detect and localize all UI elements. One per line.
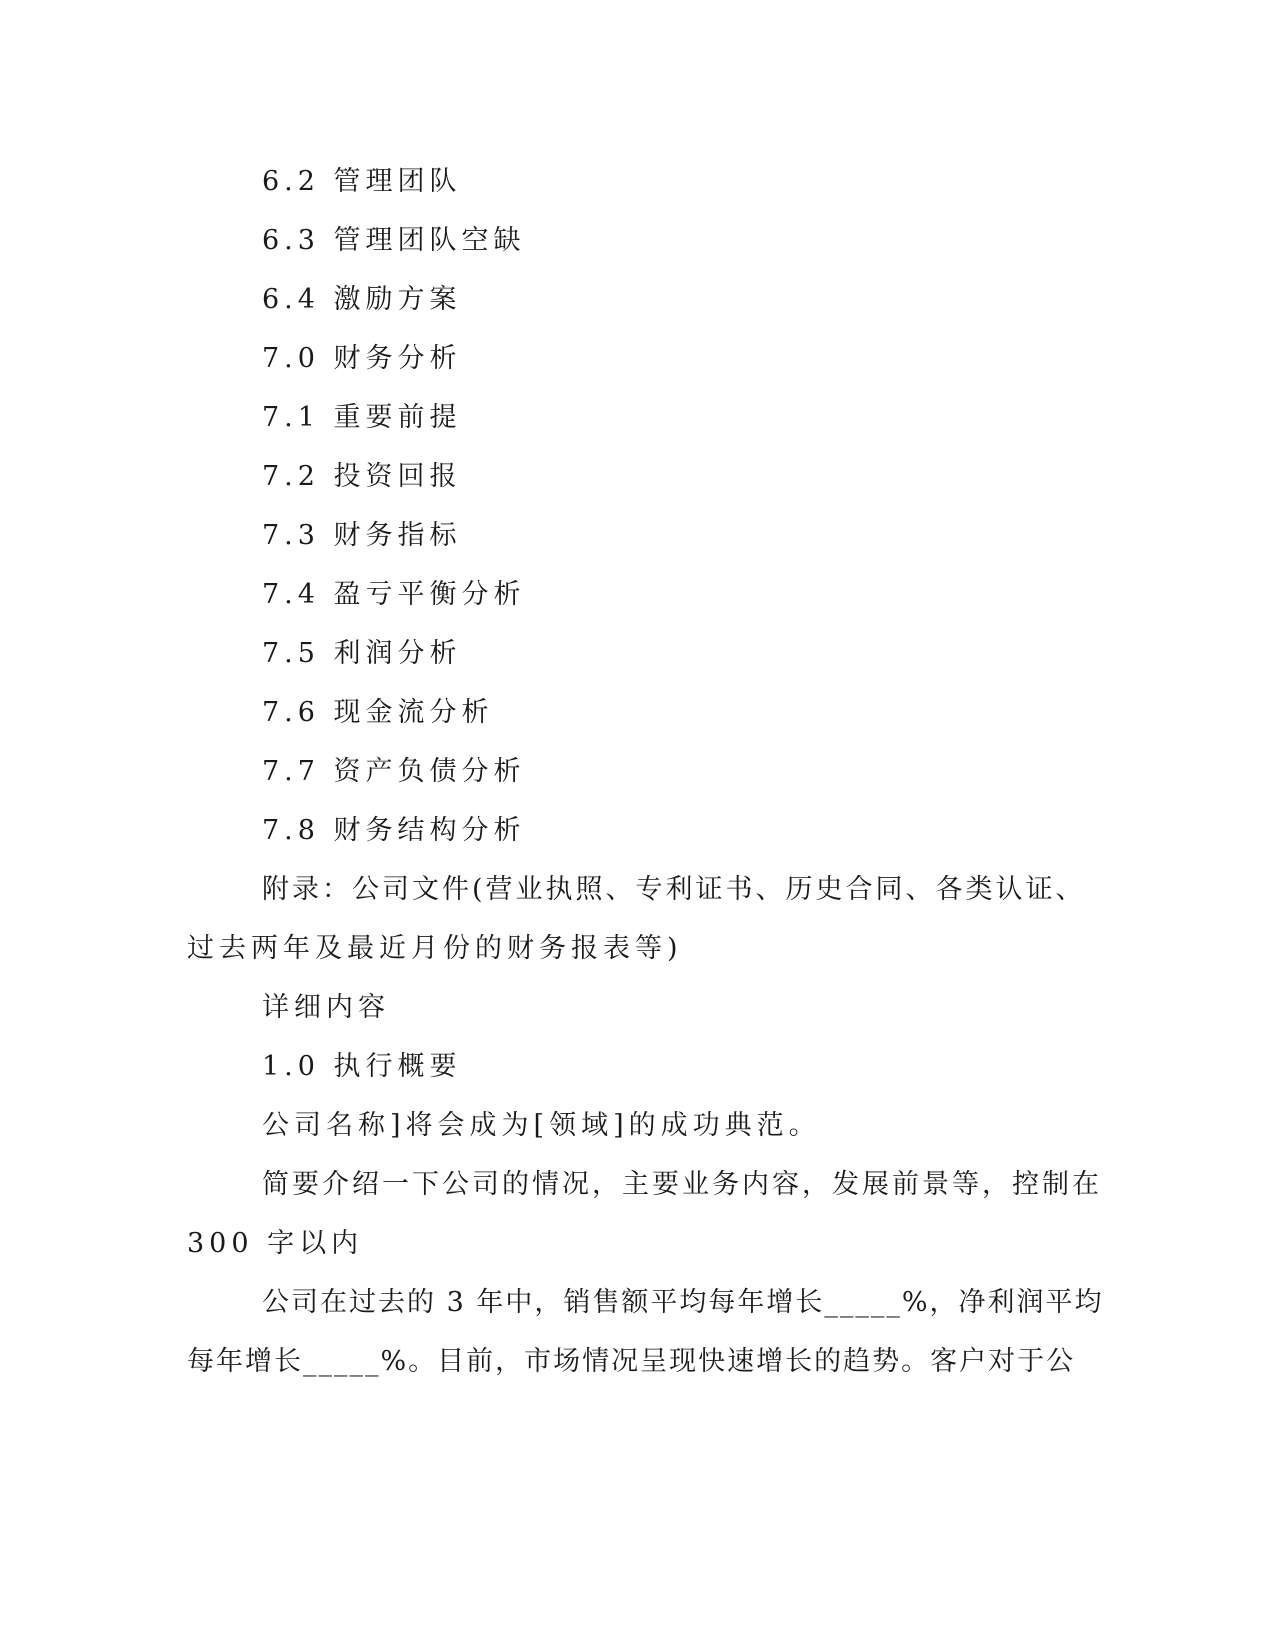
paragraph-2-line-1: 简要介绍一下公司的情况，主要业务内容，发展前景等，控制在 bbox=[262, 1169, 1102, 1200]
paragraph-2-line-2: 300 字以内 bbox=[187, 1228, 364, 1259]
toc-item-7-0: 7.0 财务分析 bbox=[262, 343, 462, 374]
toc-item-7-8: 7.8 财务结构分析 bbox=[262, 815, 526, 846]
section-title: 1.0 执行概要 bbox=[262, 1051, 462, 1082]
appendix-line-1: 附录：公司文件(营业执照、专利证书、历史合同、各类认证、 bbox=[262, 874, 1086, 905]
toc-item-7-2: 7.2 投资回报 bbox=[262, 461, 462, 492]
toc-item-6-4: 6.4 激励方案 bbox=[262, 284, 462, 315]
paragraph-3-line-2: 每年增长_____%。目前，市场情况呈现快速增长的趋势。客户对于公 bbox=[187, 1346, 1076, 1377]
toc-item-7-3: 7.3 财务指标 bbox=[262, 520, 462, 551]
toc-item-6-2: 6.2 管理团队 bbox=[262, 166, 462, 197]
toc-item-7-7: 7.7 资产负债分析 bbox=[262, 756, 526, 787]
toc-item-6-3: 6.3 管理团队空缺 bbox=[262, 225, 526, 256]
appendix-line-2: 过去两年及最近月份的财务报表等) bbox=[187, 933, 683, 964]
paragraph-3-line-1: 公司在过去的 3 年中，销售额平均每年增长_____%，净利润平均 bbox=[262, 1287, 1104, 1318]
details-heading: 详细内容 bbox=[262, 992, 390, 1023]
toc-item-7-6: 7.6 现金流分析 bbox=[262, 697, 494, 728]
toc-item-7-1: 7.1 重要前提 bbox=[262, 402, 462, 433]
toc-item-7-5: 7.5 利润分析 bbox=[262, 638, 462, 669]
paragraph-1: 公司名称]将会成为[领域]的成功典范。 bbox=[262, 1110, 821, 1141]
toc-item-7-4: 7.4 盈亏平衡分析 bbox=[262, 579, 526, 610]
